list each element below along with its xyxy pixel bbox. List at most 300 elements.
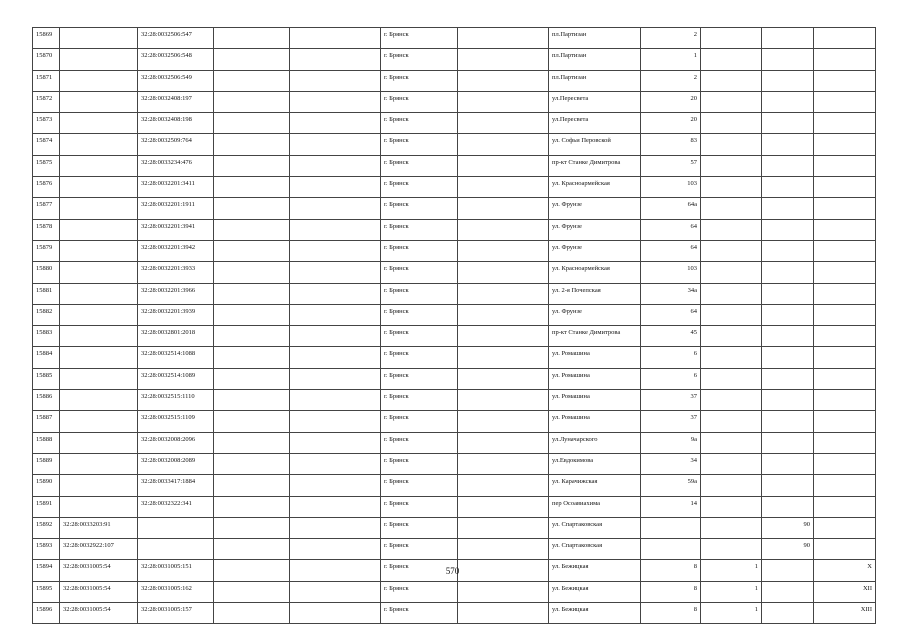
city-cell: г. Брянск — [381, 49, 458, 70]
house-number-cell: 64а — [641, 198, 701, 219]
parent-cadastral-number-cell — [60, 155, 138, 176]
table-row — [33, 283, 876, 304]
empty-col-4-cell — [214, 539, 290, 560]
building-number-cell — [701, 219, 762, 240]
city-cell: г. Брянск — [381, 219, 458, 240]
building-number-cell: 1 — [701, 581, 762, 602]
cadastral-number-cell: 32:28:0032201:1911 — [138, 198, 214, 219]
street-cell: пл.Партизан — [549, 28, 641, 49]
building-number-cell — [701, 326, 762, 347]
house-number-cell: 20 — [641, 91, 701, 112]
empty-col-5-cell — [290, 70, 381, 91]
empty-col-7-cell — [458, 581, 549, 602]
empty-col-7-cell — [458, 539, 549, 560]
house-number-cell: 64 — [641, 304, 701, 325]
empty-col-7-cell — [458, 113, 549, 134]
building-number-cell — [701, 28, 762, 49]
building-number-cell — [701, 262, 762, 283]
table-row — [33, 347, 876, 368]
table-row — [33, 91, 876, 112]
land-area-cell — [762, 198, 814, 219]
city-cell: г. Брянск — [381, 198, 458, 219]
room-number-cell — [814, 411, 876, 432]
room-number-cell: XIII — [814, 603, 876, 624]
cadastral-number-cell: 32:28:0032008:2089 — [138, 453, 214, 474]
record-number-cell: 15896 — [33, 603, 60, 624]
empty-col-7-cell — [458, 91, 549, 112]
empty-col-4-cell — [214, 177, 290, 198]
record-number-cell: 15887 — [33, 411, 60, 432]
empty-col-5-cell — [290, 28, 381, 49]
empty-col-5-cell — [290, 390, 381, 411]
empty-col-7-cell — [458, 198, 549, 219]
cadastral-number-cell — [138, 539, 214, 560]
empty-col-4-cell — [214, 411, 290, 432]
empty-col-5-cell — [290, 219, 381, 240]
land-area-cell — [762, 603, 814, 624]
building-number-cell — [701, 517, 762, 538]
land-area-cell: 90 — [762, 539, 814, 560]
empty-col-5-cell — [290, 113, 381, 134]
building-number-cell — [701, 134, 762, 155]
street-cell: ул. Ромашина — [549, 390, 641, 411]
parent-cadastral-number-cell — [60, 326, 138, 347]
empty-col-7-cell — [458, 432, 549, 453]
street-cell: пр-кт Станке Димитрова — [549, 326, 641, 347]
record-number-cell: 15882 — [33, 304, 60, 325]
room-number-cell — [814, 240, 876, 261]
city-cell: г. Брянск — [381, 475, 458, 496]
building-number-cell — [701, 539, 762, 560]
parent-cadastral-number-cell: 32:28:0031005:54 — [60, 581, 138, 602]
empty-col-7-cell — [458, 262, 549, 283]
empty-col-5-cell — [290, 347, 381, 368]
house-number-cell: 57 — [641, 155, 701, 176]
room-number-cell — [814, 453, 876, 474]
room-number-cell — [814, 70, 876, 91]
empty-col-4-cell — [214, 91, 290, 112]
empty-col-4-cell — [214, 581, 290, 602]
empty-col-5-cell — [290, 475, 381, 496]
record-number-cell: 15870 — [33, 49, 60, 70]
empty-col-7-cell — [458, 240, 549, 261]
empty-col-4-cell — [214, 198, 290, 219]
empty-col-4-cell — [214, 475, 290, 496]
room-number-cell: XII — [814, 581, 876, 602]
parent-cadastral-number-cell — [60, 198, 138, 219]
room-number-cell — [814, 113, 876, 134]
table-row — [33, 240, 876, 261]
land-area-cell — [762, 134, 814, 155]
house-number-cell: 20 — [641, 113, 701, 134]
table-row — [33, 49, 876, 70]
house-number-cell: 9а — [641, 432, 701, 453]
house-number-cell: 2 — [641, 28, 701, 49]
empty-col-5-cell — [290, 177, 381, 198]
parent-cadastral-number-cell — [60, 49, 138, 70]
street-cell: ул. Ромашина — [549, 368, 641, 389]
house-number-cell: 59а — [641, 475, 701, 496]
building-number-cell — [701, 198, 762, 219]
empty-col-7-cell — [458, 453, 549, 474]
record-number-cell: 15871 — [33, 70, 60, 91]
cadastral-number-cell: 32:28:0032201:3966 — [138, 283, 214, 304]
house-number-cell: 1 — [641, 49, 701, 70]
cadastral-number-cell: 32:28:0032408:197 — [138, 91, 214, 112]
empty-col-4-cell — [214, 240, 290, 261]
room-number-cell — [814, 475, 876, 496]
land-area-cell — [762, 177, 814, 198]
city-cell: г. Брянск — [381, 411, 458, 432]
empty-col-5-cell — [290, 603, 381, 624]
cadastral-number-cell: 32:28:0032514:1089 — [138, 368, 214, 389]
land-area-cell — [762, 368, 814, 389]
parent-cadastral-number-cell — [60, 91, 138, 112]
record-number-cell: 15891 — [33, 496, 60, 517]
street-cell: ул.Пересвета — [549, 113, 641, 134]
land-area-cell — [762, 113, 814, 134]
record-number-cell: 15893 — [33, 539, 60, 560]
empty-col-7-cell — [458, 177, 549, 198]
house-number-cell: 34а — [641, 283, 701, 304]
record-number-cell: 15889 — [33, 453, 60, 474]
cadastral-number-cell: 32:28:0032201:3941 — [138, 219, 214, 240]
street-cell: пер Осоавиахима — [549, 496, 641, 517]
empty-col-4-cell — [214, 262, 290, 283]
street-cell: ул. Ромашина — [549, 347, 641, 368]
empty-col-4-cell — [214, 304, 290, 325]
city-cell: г. Брянск — [381, 326, 458, 347]
house-number-cell: 37 — [641, 411, 701, 432]
table-row — [33, 134, 876, 155]
land-area-cell — [762, 496, 814, 517]
land-area-cell — [762, 283, 814, 304]
building-number-cell — [701, 368, 762, 389]
cadastral-number-cell: 32:28:0032801:2018 — [138, 326, 214, 347]
land-area-cell — [762, 581, 814, 602]
land-area-cell — [762, 432, 814, 453]
parent-cadastral-number-cell — [60, 453, 138, 474]
street-cell: ул.Евдокимова — [549, 453, 641, 474]
empty-col-7-cell — [458, 411, 549, 432]
city-cell: г. Брянск — [381, 603, 458, 624]
city-cell: г. Брянск — [381, 28, 458, 49]
city-cell: г. Брянск — [381, 560, 458, 581]
record-number-cell: 15876 — [33, 177, 60, 198]
cadastral-number-cell: 32:28:0032515:1110 — [138, 390, 214, 411]
building-number-cell — [701, 496, 762, 517]
empty-col-4-cell — [214, 496, 290, 517]
parent-cadastral-number-cell — [60, 177, 138, 198]
room-number-cell — [814, 134, 876, 155]
record-number-cell: 15884 — [33, 347, 60, 368]
house-number-cell: 64 — [641, 240, 701, 261]
cadastral-number-cell: 32:28:0032514:1088 — [138, 347, 214, 368]
record-number-cell: 15888 — [33, 432, 60, 453]
house-number-cell — [641, 539, 701, 560]
record-number-cell: 15881 — [33, 283, 60, 304]
land-area-cell — [762, 262, 814, 283]
city-cell: г. Брянск — [381, 390, 458, 411]
empty-col-4-cell — [214, 432, 290, 453]
land-area-cell — [762, 411, 814, 432]
cadastral-number-cell: 32:28:0031005:151 — [138, 560, 214, 581]
room-number-cell — [814, 283, 876, 304]
land-area-cell — [762, 326, 814, 347]
cadastral-number-cell: 32:28:0032201:3411 — [138, 177, 214, 198]
city-cell: г. Брянск — [381, 155, 458, 176]
house-number-cell: 8 — [641, 581, 701, 602]
record-number-cell: 15869 — [33, 28, 60, 49]
room-number-cell — [814, 304, 876, 325]
table-row — [33, 539, 876, 560]
empty-col-4-cell — [214, 28, 290, 49]
house-number-cell: 37 — [641, 390, 701, 411]
land-area-cell — [762, 28, 814, 49]
table-row — [33, 453, 876, 474]
parent-cadastral-number-cell: 32:28:0032922:107 — [60, 539, 138, 560]
building-number-cell: 1 — [701, 560, 762, 581]
street-cell: пл.Партизан — [549, 49, 641, 70]
room-number-cell — [814, 28, 876, 49]
empty-col-5-cell — [290, 240, 381, 261]
empty-col-4-cell — [214, 390, 290, 411]
room-number-cell: X — [814, 560, 876, 581]
empty-col-5-cell — [290, 326, 381, 347]
city-cell: г. Брянск — [381, 113, 458, 134]
parent-cadastral-number-cell — [60, 432, 138, 453]
record-number-cell: 15894 — [33, 560, 60, 581]
street-cell: ул. Фрунзе — [549, 304, 641, 325]
parent-cadastral-number-cell — [60, 390, 138, 411]
parent-cadastral-number-cell — [60, 283, 138, 304]
empty-col-5-cell — [290, 283, 381, 304]
parent-cadastral-number-cell: 32:28:0031005:54 — [60, 603, 138, 624]
city-cell: г. Брянск — [381, 539, 458, 560]
table-row — [33, 304, 876, 325]
empty-col-5-cell — [290, 262, 381, 283]
table-row — [33, 262, 876, 283]
empty-col-5-cell — [290, 539, 381, 560]
house-number-cell: 8 — [641, 603, 701, 624]
empty-col-7-cell — [458, 347, 549, 368]
empty-col-7-cell — [458, 390, 549, 411]
land-area-cell — [762, 49, 814, 70]
land-area-cell — [762, 304, 814, 325]
room-number-cell — [814, 432, 876, 453]
city-cell: г. Брянск — [381, 496, 458, 517]
street-cell: ул. Фрунзе — [549, 198, 641, 219]
empty-col-5-cell — [290, 155, 381, 176]
empty-col-4-cell — [214, 347, 290, 368]
building-number-cell — [701, 155, 762, 176]
empty-col-5-cell — [290, 517, 381, 538]
street-cell: ул. Софьи Перовской — [549, 134, 641, 155]
empty-col-7-cell — [458, 368, 549, 389]
parent-cadastral-number-cell — [60, 496, 138, 517]
empty-col-4-cell — [214, 49, 290, 70]
street-cell: ул. Фрунзе — [549, 219, 641, 240]
land-area-cell — [762, 475, 814, 496]
table-row — [33, 70, 876, 91]
table-row — [33, 603, 876, 624]
house-number-cell: 14 — [641, 496, 701, 517]
record-number-cell: 15895 — [33, 581, 60, 602]
parent-cadastral-number-cell — [60, 219, 138, 240]
table-row — [33, 177, 876, 198]
table-row — [33, 517, 876, 538]
empty-col-7-cell — [458, 70, 549, 91]
empty-col-7-cell — [458, 496, 549, 517]
cadastral-number-cell: 32:28:0032201:3933 — [138, 262, 214, 283]
street-cell: ул. Спартаковская — [549, 539, 641, 560]
parent-cadastral-number-cell — [60, 113, 138, 134]
empty-col-4-cell — [214, 326, 290, 347]
room-number-cell — [814, 539, 876, 560]
house-number-cell: 2 — [641, 70, 701, 91]
building-number-cell — [701, 240, 762, 261]
table-row — [33, 155, 876, 176]
parent-cadastral-number-cell: 32:28:0033203:91 — [60, 517, 138, 538]
cadastral-number-cell: 32:28:0032515:1109 — [138, 411, 214, 432]
building-number-cell — [701, 177, 762, 198]
empty-col-5-cell — [290, 49, 381, 70]
record-number-cell: 15885 — [33, 368, 60, 389]
record-number-cell: 15874 — [33, 134, 60, 155]
room-number-cell — [814, 155, 876, 176]
record-number-cell: 15883 — [33, 326, 60, 347]
street-cell: ул. 2-я Почепская — [549, 283, 641, 304]
table-row — [33, 113, 876, 134]
building-number-cell — [701, 411, 762, 432]
empty-col-4-cell — [214, 113, 290, 134]
land-area-cell — [762, 240, 814, 261]
cadastral-number-cell: 32:28:0033417:1884 — [138, 475, 214, 496]
cadastral-number-cell: 32:28:0032408:198 — [138, 113, 214, 134]
record-number-cell: 15879 — [33, 240, 60, 261]
empty-col-7-cell — [458, 28, 549, 49]
building-number-cell — [701, 432, 762, 453]
table-row — [33, 432, 876, 453]
house-number-cell: 8 — [641, 560, 701, 581]
empty-col-7-cell — [458, 304, 549, 325]
empty-col-4-cell — [214, 219, 290, 240]
record-number-cell: 15890 — [33, 475, 60, 496]
empty-col-5-cell — [290, 198, 381, 219]
city-cell: г. Брянск — [381, 347, 458, 368]
city-cell: г. Брянск — [381, 283, 458, 304]
record-number-cell: 15886 — [33, 390, 60, 411]
empty-col-4-cell — [214, 453, 290, 474]
room-number-cell — [814, 49, 876, 70]
record-number-cell: 15877 — [33, 198, 60, 219]
empty-col-5-cell — [290, 91, 381, 112]
cadastral-number-cell — [138, 517, 214, 538]
building-number-cell — [701, 70, 762, 91]
street-cell: ул. Красноармейская — [549, 262, 641, 283]
land-area-cell — [762, 70, 814, 91]
parent-cadastral-number-cell — [60, 134, 138, 155]
registry-table — [32, 27, 876, 624]
cadastral-number-cell: 32:28:0032322:341 — [138, 496, 214, 517]
city-cell: г. Брянск — [381, 134, 458, 155]
empty-col-4-cell — [214, 517, 290, 538]
city-cell: г. Брянск — [381, 262, 458, 283]
cadastral-number-cell: 32:28:0032506:549 — [138, 70, 214, 91]
room-number-cell — [814, 177, 876, 198]
registry-table-body — [33, 28, 876, 624]
empty-col-7-cell — [458, 326, 549, 347]
record-number-cell: 15878 — [33, 219, 60, 240]
city-cell: г. Брянск — [381, 517, 458, 538]
land-area-cell — [762, 91, 814, 112]
table-row — [33, 390, 876, 411]
cadastral-number-cell: 32:28:0033234:476 — [138, 155, 214, 176]
cadastral-number-cell: 32:28:0032506:547 — [138, 28, 214, 49]
empty-col-7-cell — [458, 155, 549, 176]
empty-col-5-cell — [290, 304, 381, 325]
city-cell: г. Брянск — [381, 453, 458, 474]
room-number-cell — [814, 368, 876, 389]
empty-col-7-cell — [458, 603, 549, 624]
parent-cadastral-number-cell — [60, 28, 138, 49]
house-number-cell: 103 — [641, 262, 701, 283]
street-cell: ул. Бежицкая — [549, 603, 641, 624]
house-number-cell: 6 — [641, 347, 701, 368]
cadastral-number-cell: 32:28:0032509:764 — [138, 134, 214, 155]
building-number-cell — [701, 49, 762, 70]
table-row — [33, 198, 876, 219]
city-cell: г. Брянск — [381, 240, 458, 261]
house-number-cell: 34 — [641, 453, 701, 474]
empty-col-4-cell — [214, 70, 290, 91]
table-row — [33, 28, 876, 49]
room-number-cell — [814, 347, 876, 368]
street-cell: ул.Пересвета — [549, 91, 641, 112]
parent-cadastral-number-cell — [60, 411, 138, 432]
empty-col-7-cell — [458, 134, 549, 155]
parent-cadastral-number-cell — [60, 347, 138, 368]
room-number-cell — [814, 262, 876, 283]
empty-col-4-cell — [214, 155, 290, 176]
building-number-cell — [701, 113, 762, 134]
empty-col-5-cell — [290, 368, 381, 389]
room-number-cell — [814, 219, 876, 240]
record-number-cell: 15875 — [33, 155, 60, 176]
table-row — [33, 368, 876, 389]
page-number: 570 — [445, 566, 460, 576]
building-number-cell — [701, 475, 762, 496]
house-number-cell: 64 — [641, 219, 701, 240]
empty-col-7-cell — [458, 283, 549, 304]
parent-cadastral-number-cell — [60, 240, 138, 261]
street-cell: ул. Карачижская — [549, 475, 641, 496]
empty-col-5-cell — [290, 134, 381, 155]
empty-col-7-cell — [458, 517, 549, 538]
building-number-cell — [701, 283, 762, 304]
record-number-cell: 15872 — [33, 91, 60, 112]
land-area-cell — [762, 453, 814, 474]
empty-col-4-cell — [214, 603, 290, 624]
parent-cadastral-number-cell — [60, 304, 138, 325]
city-cell: г. Брянск — [381, 70, 458, 91]
land-area-cell — [762, 155, 814, 176]
street-cell: ул. Бежицкая — [549, 560, 641, 581]
city-cell: г. Брянск — [381, 432, 458, 453]
building-number-cell — [701, 390, 762, 411]
cadastral-number-cell: 32:28:0031005:162 — [138, 581, 214, 602]
cadastral-number-cell: 32:28:0032201:3942 — [138, 240, 214, 261]
